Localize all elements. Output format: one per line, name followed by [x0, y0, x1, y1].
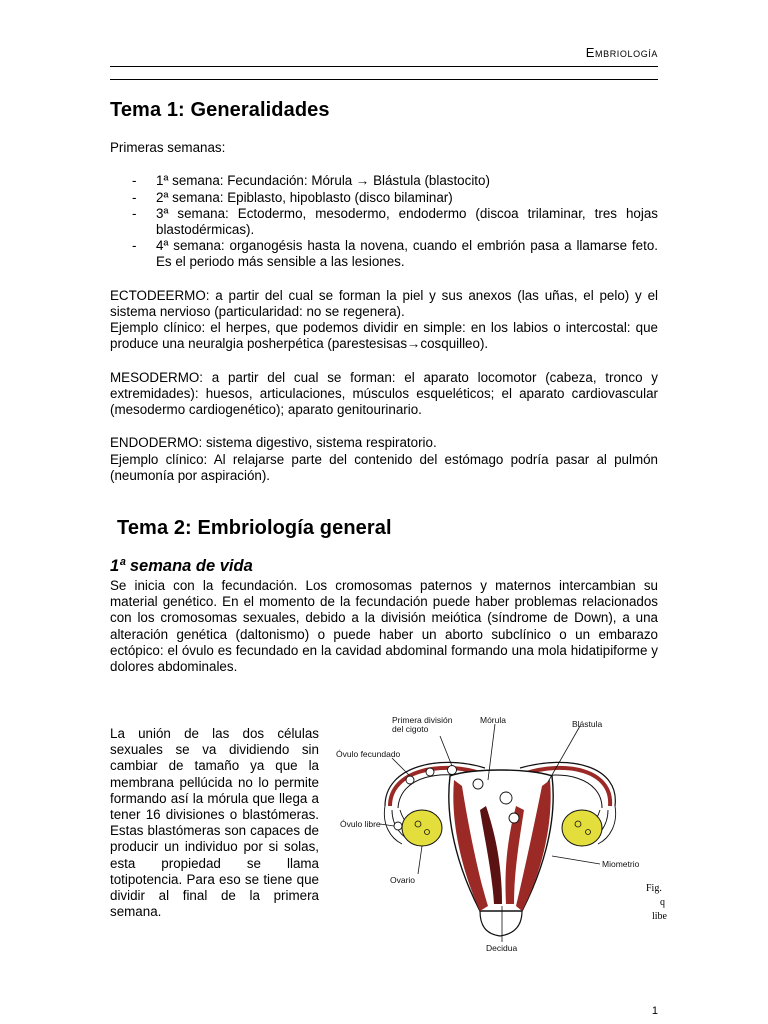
list-item [132, 206, 658, 239]
tema1-intro: Primeras semanas: [110, 140, 226, 155]
list-dash: - [132, 173, 137, 188]
list-item [132, 173, 658, 189]
tema2-paragraph: Se inicia con la fecundación. Los cromosomas paternos y maternos intercambian su material genético. En el momento de la fecundación puede haber problemas relacionados con los cromosomas sexuales, debido a la división meiótica (síndrome de Down), a una alteración genética (daltonismo) o puede haber un aborto subclínico o un embarazo ectópico: el óvulo es fecundado en la cavidad abdominal formando una mola hidatipiforme y dolores abdominales. [110, 578, 658, 675]
label-ovulo-fecundado: Óvulo fecundado [336, 749, 401, 759]
figure-caption-fragment: q [660, 897, 665, 908]
list-item [132, 190, 658, 206]
header-rule [110, 66, 658, 67]
label-decidua: Decidua [486, 943, 518, 953]
figure-caption-fragment: Fig. [646, 883, 662, 894]
endodermo-example: Ejemplo clínico: Al relajarse parte del contenido del estómago podría pasar al pulmón (neumonía por aspiración). [110, 452, 658, 484]
tema2-title: Tema 2: Embriología general [117, 517, 392, 539]
endodermo-paragraph: ENDODERMO: sistema digestivo, sistema respiratorio. [110, 435, 437, 450]
list-item-text: 4ª semana: organogésis hasta la novena, cuando el embrión pasa a llamarse feto. Es el periodo más sensible a las lesiones. [156, 238, 658, 270]
list-dash: - [132, 190, 137, 205]
list-item-text: 1ª semana: Fecundación: Mórula → Blástula (blastocito) [156, 173, 490, 188]
label-miometrio: Miometrio [602, 859, 640, 869]
label-ovario: Ovario [390, 875, 416, 885]
mesodermo-paragraph: MESODERMO: a partir del cual se forman: el aparato locomotor (cabeza, tronco y extremidades): huesos, articulaciones, músculos esqueléticos; el aparato cardiovascular (mesodermo cardiogenético); aparato genitourinario. [110, 370, 658, 418]
ectodermo-paragraph: ECTODEERMO: a partir del cual se forman la piel y sus anexos (las uñas, el pelo) y el sistema nervioso (particularidad: no se regenera). [110, 288, 658, 320]
label-ovulo-libre: Óvulo libre [340, 819, 381, 829]
list-dash: - [132, 238, 137, 253]
list-dash: - [132, 206, 137, 221]
label-morula: Mórula [480, 715, 506, 725]
uterus-figure [330, 706, 670, 956]
figure-caption-fragment: libe [652, 911, 667, 922]
label-primera-division: Primera división del cigoto [392, 715, 453, 734]
side-paragraph: La unión de las dos células sexuales se va dividiendo sin cambiar de tamaño ya que la membrana pellúcida no lo permite formando así la mórula que llega a tener 16 divisiones o blastómeras. Estas blastómeras son capaces de producir un individuo por si solas, esta propiedad se llama totipotencia. Para eso se tiene que dividir al final de la primera semana. [110, 726, 319, 920]
page-number: 1 [651, 1005, 658, 1017]
uterus-diagram [330, 706, 670, 956]
tema1-title: Tema 1: Generalidades [110, 99, 330, 121]
list-item [132, 238, 658, 271]
header-rule-bottom [110, 79, 658, 80]
list-item-text: 2ª semana: Epiblasto, hipoblasto (disco bilaminar) [156, 190, 453, 205]
ectodermo-example: Ejemplo clínico: el herpes, que podemos dividir en simple: en los labios o intercostal: que produce una neuralgia posherpética (parestesisas→cosquilleo). [110, 320, 658, 352]
section-subtitle: 1ª semana de vida [110, 557, 253, 575]
label-blastula: Blástula [572, 719, 603, 729]
list-item-text: 3ª semana: Ectodermo, mesodermo, endodermo (discoa trilaminar, tres hojas blastodérmicas). [156, 206, 658, 238]
running-header: Embriología [585, 45, 658, 60]
